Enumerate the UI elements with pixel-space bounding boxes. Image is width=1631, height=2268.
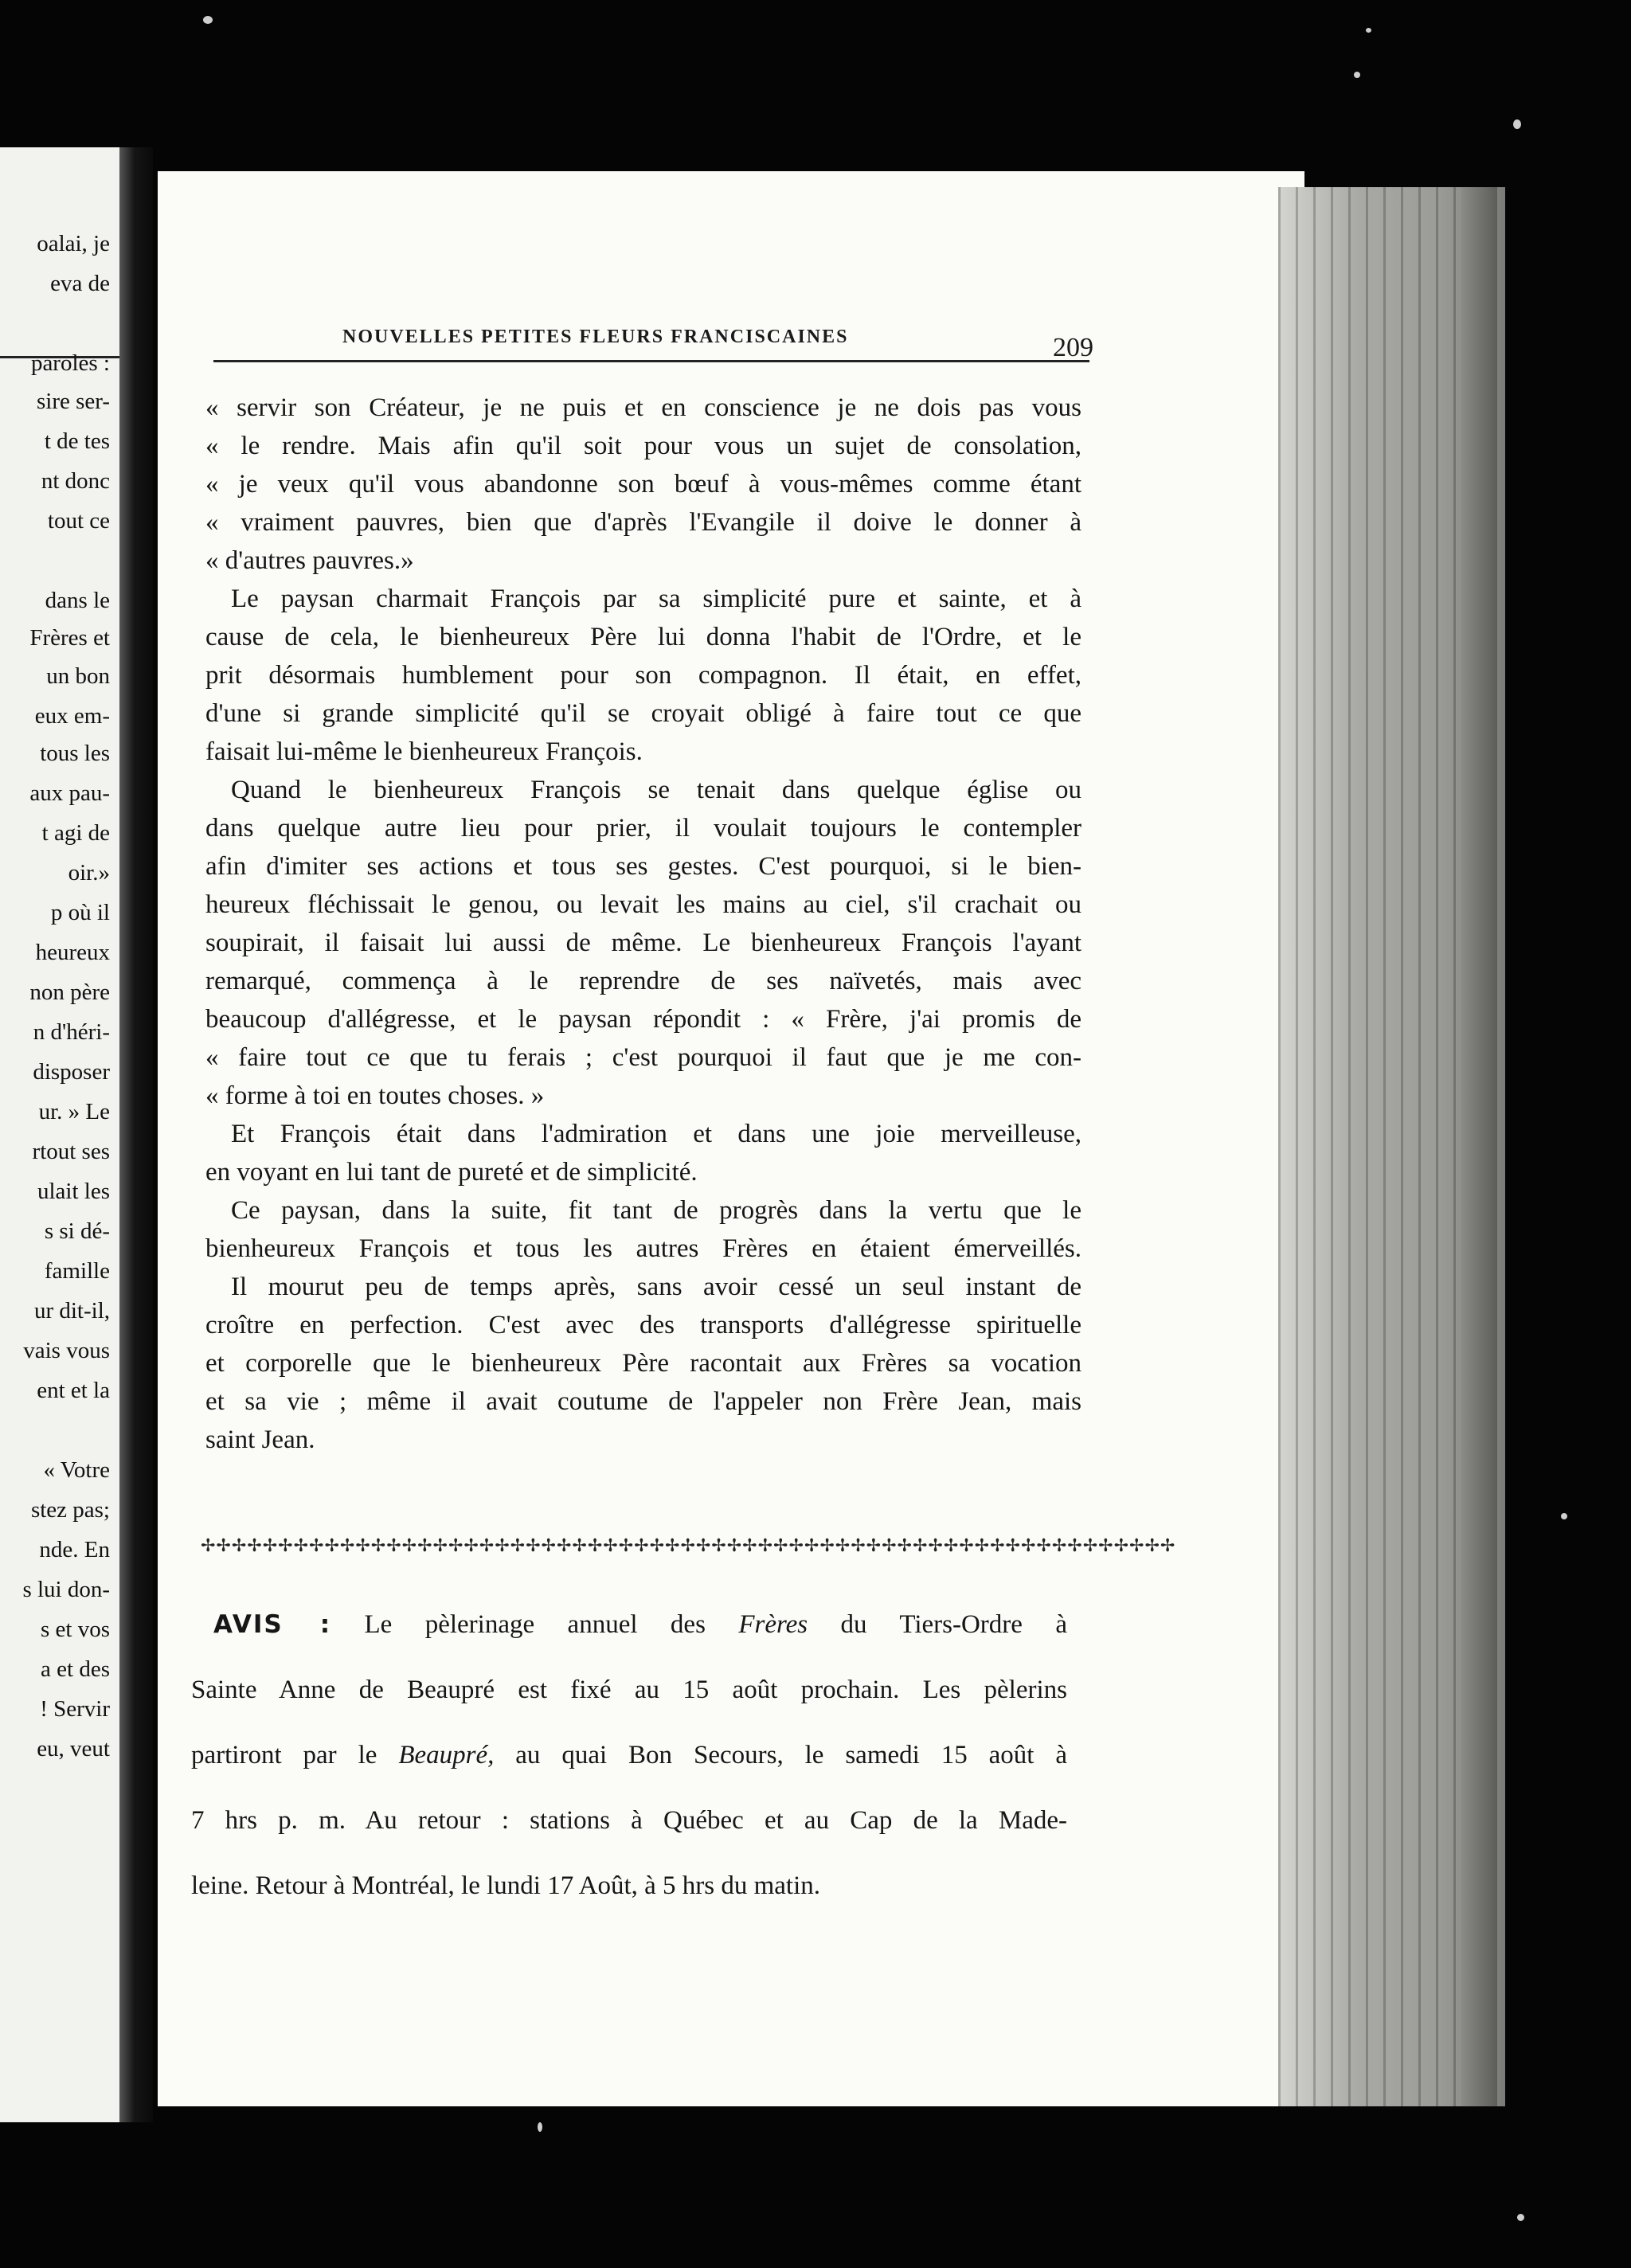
previous-page-line: p où il — [50, 900, 110, 925]
dust-speck — [1366, 28, 1371, 33]
text-line: bienheureux François et tous les autres Frères en étaient émerveillés. — [205, 1234, 1081, 1263]
previous-page-line: ! Servir — [40, 1696, 110, 1722]
paragraph-start: Ce paysan, dans la suite, fit tant de progrès dans la vertu que le — [231, 1196, 1081, 1225]
text-line: en voyant en lui tant de pureté et de simplicité. — [205, 1158, 698, 1187]
text-line: faisait lui-même le bienheureux François. — [205, 737, 643, 766]
previous-page-line: n d'héri- — [33, 1019, 110, 1045]
text-line: remarqué, commença à le reprendre de ses naïvetés, mais avec — [205, 967, 1081, 995]
previous-page-line: tout ce — [47, 508, 110, 534]
text-line: beaucoup d'allégresse, et le paysan répondit : « Frère, j'ai promis de — [205, 1005, 1081, 1034]
previous-page-line: t de tes — [44, 428, 110, 454]
text-line: dans quelque autre lieu pour prier, il voulait toujours le contempler — [205, 814, 1081, 843]
previous-page-line: stez pas; — [30, 1497, 110, 1523]
announcement-line: 7 hrs p. m. Au retour : stations à Québec et au Cap de la Made- — [191, 1806, 1067, 1835]
text-line: et corporelle que le bienheureux Père racontait aux Frères sa vocation — [205, 1349, 1081, 1378]
text-line: soupirait, il faisait lui aussi de même. Le bienheureux François l'ayant — [205, 929, 1081, 957]
book-gutter — [119, 147, 153, 2122]
previous-page-line: t agi de — [41, 820, 110, 846]
text-line: « je veux qu'il vous abandonne son bœuf à vous-mêmes comme étant — [205, 470, 1081, 499]
previous-page-line: « Votre — [43, 1457, 110, 1483]
previous-page-line: sire ser- — [36, 389, 110, 414]
announcement-line: leine. Retour à Montréal, le lundi 17 Août, à 5 hrs du matin. — [191, 1871, 821, 1900]
announcement-label: AVIS : — [213, 1610, 332, 1639]
previous-page-line: aux pau- — [29, 780, 110, 806]
previous-page-line: s et vos — [41, 1617, 110, 1642]
text-line: « faire tout ce que tu ferais ; c'est pourquoi il faut que je me con- — [205, 1043, 1081, 1072]
dust-speck — [1561, 1513, 1567, 1519]
previous-page-line: famille — [44, 1258, 110, 1284]
previous-page-line: nde. En — [39, 1537, 110, 1562]
book-edge — [1461, 187, 1497, 2106]
dust-speck — [1513, 119, 1521, 129]
text-line: croître en perfection. C'est avec des transports d'allégresse spirituelle — [205, 1311, 1081, 1339]
previous-page-line: ulait les — [37, 1179, 110, 1204]
previous-page-line: rtout ses — [32, 1139, 110, 1164]
dust-speck — [203, 16, 213, 24]
previous-page-line: eux em- — [34, 703, 110, 729]
previous-page-line: s lui don- — [22, 1577, 110, 1602]
text-line: « vraiment pauvres, bien que d'après l'Evangile il doive le donner à — [205, 508, 1081, 537]
previous-page-line: ur. » Le — [38, 1099, 110, 1124]
text-line: cause de cela, le bienheureux Père lui donna l'habit de l'Ordre, et le — [205, 623, 1081, 651]
paragraph-start: Il mourut peu de temps après, sans avoir cessé un seul instant de — [231, 1273, 1081, 1301]
previous-page-line: a et des — [41, 1656, 110, 1682]
text-line: saint Jean. — [205, 1425, 315, 1454]
text-line: heureux fléchissait le genou, ou levait les mains au ciel, s'il crachait ou — [205, 890, 1081, 919]
previous-page-line: tous les — [40, 741, 110, 766]
previous-page — [0, 147, 134, 2122]
previous-page-line: Frères et — [29, 625, 110, 651]
previous-page-line: nt donc — [41, 468, 110, 494]
previous-page-line: eu, veut — [37, 1736, 110, 1762]
paragraph-start: Et François était dans l'admiration et dans une joie merveilleuse, — [231, 1120, 1081, 1148]
previous-page-line: oir.» — [68, 860, 110, 886]
text-line: « servir son Créateur, je ne puis et en conscience je ne dois pas vous — [205, 393, 1081, 422]
text-line: et sa vie ; même il avait coutume de l'appeler non Frère Jean, mais — [205, 1387, 1081, 1416]
previous-page-line: un bon — [46, 663, 110, 689]
previous-page-line: ur dit-il, — [33, 1298, 110, 1324]
previous-page-line: paroles : — [30, 350, 110, 376]
text-line: « d'autres pauvres.» — [205, 546, 414, 575]
announcement-line: partiront par le Beaupré, au quai Bon Secours, le samedi 15 août à — [191, 1741, 1067, 1769]
previous-page-line: vais vous — [23, 1338, 110, 1363]
paragraph-start: Quand le bienheureux François se tenait dans quelque église ou — [231, 776, 1081, 804]
decorative-divider: ✢✢✢✢✢✢✢✢✢✢✢✢✢✢✢✢✢✢✢✢✢✢✢✢✢✢✢✢✢✢✢✢✢✢✢✢✢✢✢✢✢✢✢✢✢✢✢✢✢✢✢✢✢✢✢✢✢✢✢✢✢✢✢ — [201, 1535, 1176, 1555]
paragraph-start: Le paysan charmait François par sa simplicité pure et sainte, et à — [231, 585, 1081, 613]
previous-page-line: disposer — [33, 1059, 110, 1085]
announcement-line: AVIS : Le pèlerinage annuel des Frères du Tiers-Ordre à — [213, 1610, 1067, 1639]
previous-page-line: eva de — [50, 271, 110, 296]
previous-page-line: dans le — [45, 588, 110, 613]
dust-speck — [1354, 72, 1360, 78]
header-rule — [213, 360, 1089, 362]
previous-page-line: s si dé- — [44, 1218, 110, 1244]
previous-page-line: heureux — [35, 940, 110, 965]
previous-page-line: ent et la — [37, 1378, 110, 1403]
text-line: d'une si grande simplicité qu'il se croyait obligé à faire tout ce que — [205, 699, 1081, 728]
dust-speck — [1517, 2214, 1524, 2221]
announcement-line: Sainte Anne de Beaupré est fixé au 15 août prochain. Les pèlerins — [191, 1676, 1067, 1704]
dust-speck — [538, 2122, 542, 2132]
running-head: NOUVELLES PETITES FLEURS FRANCISCAINES — [342, 327, 849, 347]
text-line: prit désormais humblement pour son compagnon. Il était, en effet, — [205, 661, 1081, 690]
previous-page-line: non père — [29, 980, 110, 1005]
page-number: 209 — [1053, 333, 1093, 362]
text-line: afin d'imiter ses actions et tous ses gestes. C'est pourquoi, si le bien- — [205, 852, 1081, 881]
text-line: « le rendre. Mais afin qu'il soit pour vous un sujet de consolation, — [205, 432, 1081, 460]
previous-page-line: oalai, je — [37, 231, 110, 256]
text-line: « forme à toi en toutes choses. » — [205, 1081, 545, 1110]
